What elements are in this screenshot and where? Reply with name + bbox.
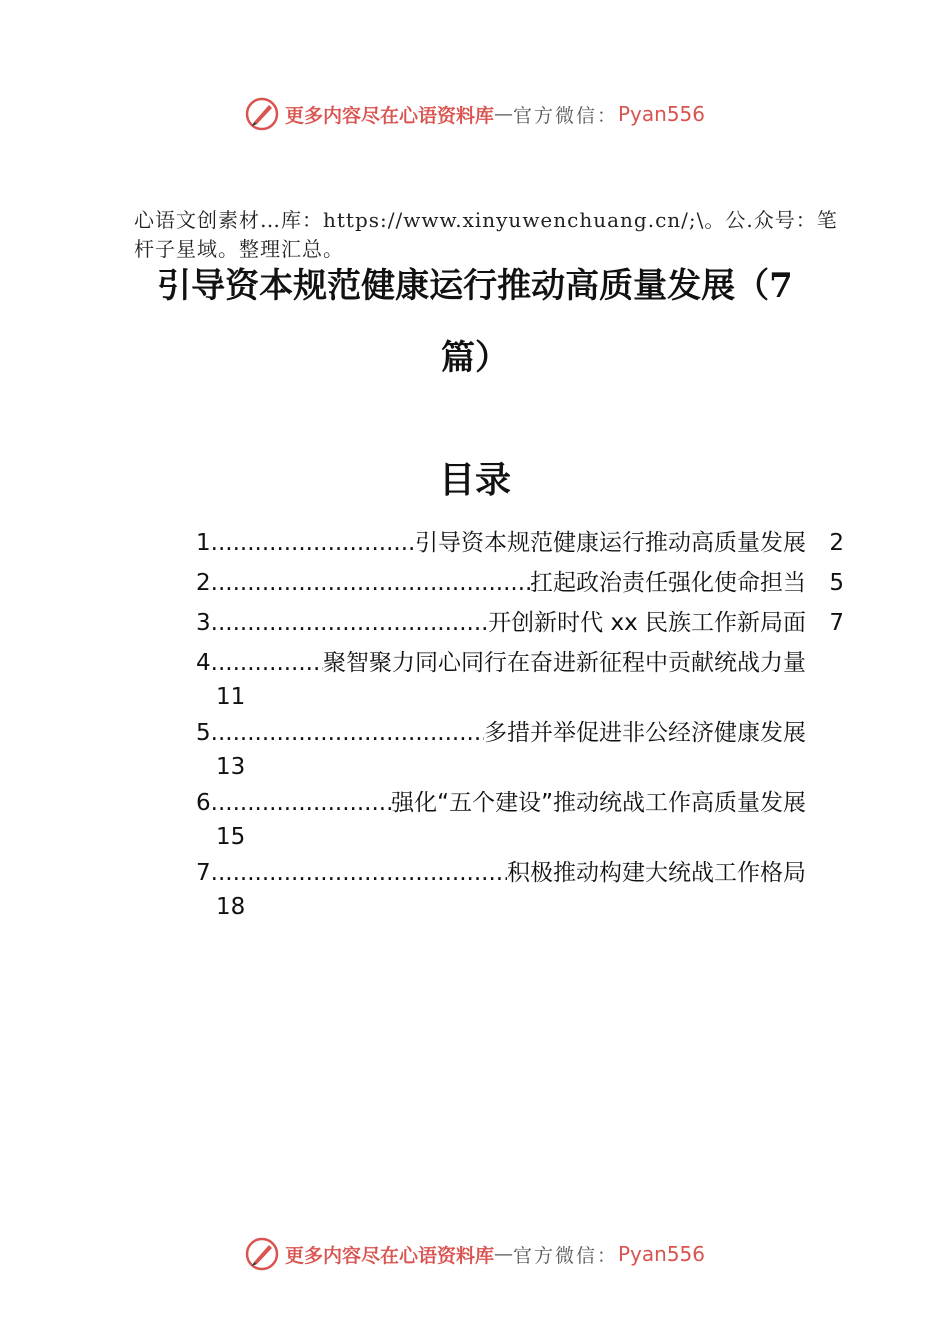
document-title: 引导资本规范健康运行推动高质量发展（7篇） — [157, 266, 793, 378]
toc-entry[interactable] — [196, 855, 844, 925]
toc-entry-number: 7 — [196, 860, 211, 886]
toc-heading: 目录 — [438, 459, 511, 501]
toc-entry[interactable] — [196, 645, 844, 715]
source-note: 心语文创素材…库：https://www.xinyuwenchuang.cn/;\。公.众号：笔杆子星域。整理汇总。 — [134, 208, 838, 261]
toc-entry-number: 4 — [196, 650, 211, 676]
banner-account-id: Pyan556 — [618, 1242, 706, 1266]
banner-separator: — — [493, 1243, 513, 1265]
header-banner — [0, 94, 950, 134]
toc-entry-number: 6 — [196, 790, 211, 816]
toc-entry[interactable] — [196, 785, 844, 855]
banner-account-label: 官方微信： — [512, 1244, 618, 1267]
toc-entry-number: 5 — [196, 720, 211, 746]
toc-entry-number: 1 — [196, 530, 211, 556]
footer-banner — [0, 1234, 950, 1274]
toc-entry-page: 7 — [829, 610, 844, 636]
toc-entry[interactable] — [196, 525, 844, 565]
banner-text: 更多内容尽在心语资料库 — [284, 104, 494, 127]
toc-entry-title[interactable]: 多措并举促进非公经济健康发展 — [484, 720, 806, 746]
banner-text: 更多内容尽在心语资料库 — [284, 1244, 494, 1267]
toc-leader-dots — [211, 785, 392, 821]
quill-logo-icon — [245, 1237, 279, 1271]
toc-entry-number: 2 — [196, 570, 211, 596]
toc-entry-page: 18 — [216, 894, 246, 920]
toc-leader-dots — [211, 605, 489, 641]
table-of-contents — [196, 525, 844, 925]
toc-leader-dots — [211, 855, 507, 891]
toc-leader-dots — [211, 645, 323, 681]
toc-entry[interactable] — [196, 605, 844, 645]
toc-entry-title[interactable]: 积极推动构建大统战工作格局 — [507, 860, 806, 886]
toc-leader-dots — [211, 565, 530, 601]
toc-entry-page: 15 — [216, 824, 246, 850]
banner-separator: — — [493, 103, 513, 125]
banner-account-id: Pyan556 — [618, 102, 706, 126]
toc-entry[interactable] — [196, 715, 844, 785]
banner-account-label: 官方微信： — [512, 104, 618, 127]
toc-entry-page: 13 — [216, 754, 246, 780]
toc-entry-page: 11 — [216, 684, 246, 710]
quill-logo-icon — [245, 97, 279, 131]
toc-entry-title[interactable]: 聚智聚力同心同行在奋进新征程中贡献统战力量 — [323, 650, 806, 676]
toc-leader-dots — [211, 525, 415, 561]
toc-entry[interactable] — [196, 565, 844, 605]
toc-entry-title[interactable]: 引导资本规范健康运行推动高质量发展 — [415, 530, 806, 556]
toc-entry-title[interactable]: 扛起政治责任强化使命担当 — [530, 570, 806, 596]
toc-entry-page: 2 — [829, 530, 844, 556]
toc-entry-number: 3 — [196, 610, 211, 636]
toc-entry-page: 5 — [829, 570, 844, 596]
toc-leader-dots — [211, 715, 484, 751]
toc-entry-title[interactable]: 强化“五个建设”推动统战工作高质量发展 — [391, 790, 806, 816]
toc-entry-title[interactable]: 开创新时代 xx 民族工作新局面 — [488, 610, 806, 636]
